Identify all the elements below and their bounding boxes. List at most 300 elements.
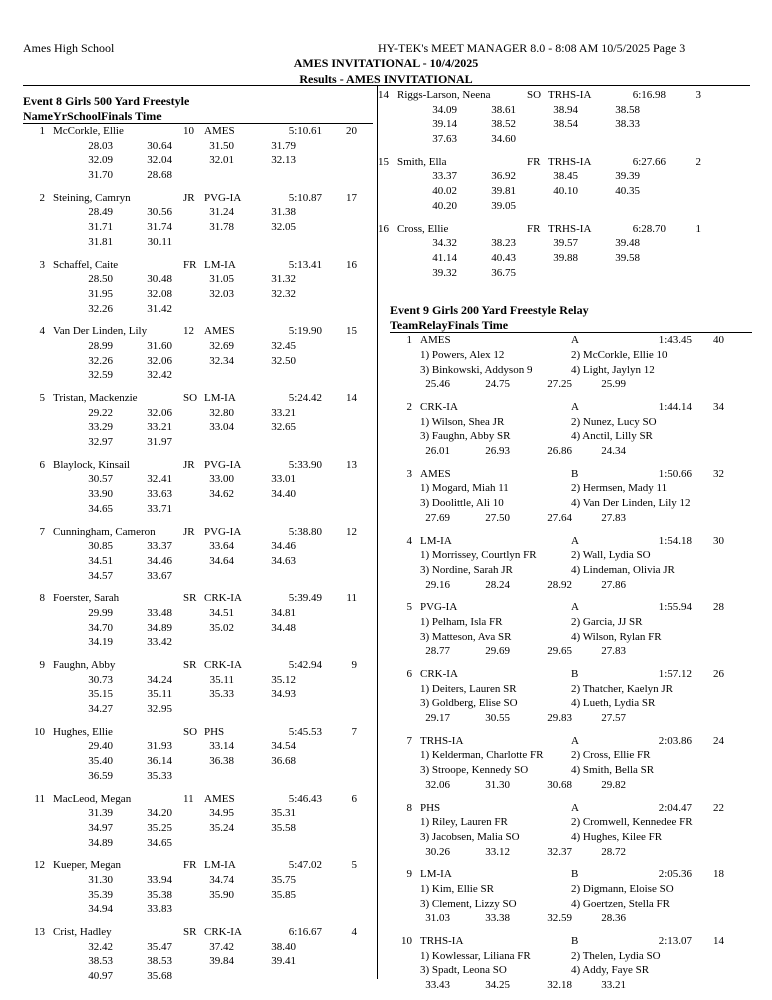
points: 1 xyxy=(695,222,701,235)
relay-swimmer: 1) Mogard, Miah 11 xyxy=(420,482,509,495)
school-name: Ames High School xyxy=(23,41,115,55)
relay-swimmer: 2) Digmann, Eloise SO xyxy=(571,882,674,895)
result-row xyxy=(23,324,373,339)
swimmer-name: Smith, Ella xyxy=(397,155,447,168)
split-row xyxy=(23,806,373,821)
split-row xyxy=(390,266,752,281)
split-time: 33.01 xyxy=(271,473,296,486)
relay-letter: B xyxy=(571,668,579,680)
split-time: 24.34 xyxy=(601,445,626,458)
split-time: 27.83 xyxy=(601,511,626,524)
split-row xyxy=(23,940,373,955)
finals-time: 1:54.18 xyxy=(658,534,692,547)
place: 8 xyxy=(39,592,45,605)
swimmer-school: LM-IA xyxy=(204,392,236,404)
spacer xyxy=(390,392,752,400)
swimmer-year: FR xyxy=(183,859,197,872)
relay-split-row xyxy=(390,377,752,392)
swimmer-year: JR xyxy=(183,525,195,538)
finals-time: 5:42.94 xyxy=(288,659,322,671)
split-time: 35.39 xyxy=(88,888,113,901)
place: 1 xyxy=(406,334,412,347)
split-time: 34.64 xyxy=(209,554,234,567)
points: 17 xyxy=(346,191,357,204)
swimmer-school: PHS xyxy=(204,725,225,738)
split-time: 32.59 xyxy=(88,369,113,382)
spacer xyxy=(23,250,373,258)
split-time: 30.57 xyxy=(88,473,113,486)
split-row xyxy=(23,287,373,302)
split-time: 30.64 xyxy=(147,139,172,152)
split-time: 31.95 xyxy=(88,287,113,300)
relay-result-row xyxy=(390,400,752,415)
split-time: 35.31 xyxy=(271,807,296,820)
swimmer-year: FR xyxy=(527,222,541,235)
spacer xyxy=(390,659,752,667)
split-time: 34.60 xyxy=(491,133,516,146)
points: 14 xyxy=(713,935,724,947)
split-row xyxy=(23,902,373,917)
relay-swimmers-row xyxy=(390,496,752,511)
header-divider xyxy=(23,85,750,86)
relay-swimmers-row xyxy=(390,830,752,845)
header-finals-time: Finals Time xyxy=(447,318,509,333)
split-time: 32.06 xyxy=(147,406,172,419)
right-column xyxy=(378,88,752,993)
split-time: 36.14 xyxy=(147,755,172,768)
split-row xyxy=(23,702,373,717)
split-time: 31.42 xyxy=(147,302,172,315)
spacer xyxy=(23,850,373,858)
split-row xyxy=(23,673,373,688)
split-row xyxy=(23,873,373,888)
split-time: 33.00 xyxy=(209,473,234,486)
split-time: 38.40 xyxy=(271,940,296,953)
split-time: 33.90 xyxy=(88,488,113,501)
split-time: 33.63 xyxy=(147,488,172,501)
split-time: 38.23 xyxy=(491,237,516,250)
split-time: 25.99 xyxy=(601,378,626,391)
split-time: 30.48 xyxy=(147,273,172,286)
split-row xyxy=(23,302,373,317)
split-row xyxy=(23,969,373,984)
relay-swimmers-row xyxy=(390,348,752,363)
meet-title: AMES INVITATIONAL - 10/4/2025 xyxy=(293,56,479,70)
split-time: 36.68 xyxy=(271,755,296,768)
split-row xyxy=(23,435,373,450)
split-time: 28.92 xyxy=(547,578,572,591)
split-time: 33.14 xyxy=(209,740,234,753)
split-row xyxy=(23,754,373,769)
split-row xyxy=(390,169,752,184)
split-time: 36.59 xyxy=(88,769,113,782)
relay-swimmers-row xyxy=(390,815,752,830)
split-row xyxy=(23,836,373,851)
swimmer-year: SO xyxy=(527,89,542,101)
result-row xyxy=(23,658,373,673)
split-time: 34.63 xyxy=(271,554,296,567)
swimmer-school: PVG-IA xyxy=(204,458,242,471)
split-time: 32.50 xyxy=(271,354,296,367)
split-time: 34.93 xyxy=(271,688,296,701)
split-time: 38.94 xyxy=(553,103,578,116)
team-name: AMES xyxy=(420,334,451,347)
split-time: 35.47 xyxy=(147,940,172,953)
split-time: 34.51 xyxy=(209,606,234,619)
split-time: 33.42 xyxy=(147,636,172,649)
split-row xyxy=(390,132,752,147)
split-time: 31.50 xyxy=(209,139,234,152)
swimmer-school: AMES xyxy=(204,325,235,338)
split-time: 32.41 xyxy=(147,473,172,486)
split-row xyxy=(390,117,752,132)
split-row xyxy=(23,502,373,517)
place: 3 xyxy=(39,258,45,271)
split-row xyxy=(23,769,373,784)
result-row xyxy=(23,591,373,606)
relay-swimmer: 1) Wilson, Shea JR xyxy=(420,415,505,428)
split-time: 38.53 xyxy=(147,955,172,968)
points: 28 xyxy=(713,601,724,614)
relay-letter: B xyxy=(571,467,579,480)
split-time: 32.80 xyxy=(209,406,234,419)
relay-swimmer: 1) Morrissey, Courtlyn FR xyxy=(420,549,537,562)
split-time: 38.52 xyxy=(491,118,516,131)
swimmer-name: Steining, Camryn xyxy=(53,191,131,204)
split-time: 34.57 xyxy=(88,569,113,582)
split-time: 33.38 xyxy=(485,912,510,925)
split-time: 27.50 xyxy=(485,511,510,524)
spacer xyxy=(23,183,373,191)
relay-swimmer: 3) Jacobsen, Malia SO xyxy=(420,830,520,843)
points: 24 xyxy=(713,734,724,747)
split-time: 30.26 xyxy=(425,845,450,858)
finals-time: 6:16.98 xyxy=(632,89,666,101)
split-time: 32.06 xyxy=(147,354,172,367)
split-time: 37.42 xyxy=(209,940,234,953)
relay-swimmers-row xyxy=(390,882,752,897)
relay-swimmer: 2) Cromwell, Kennedee FR xyxy=(571,816,693,829)
relay-swimmer: 1) Kim, Ellie SR xyxy=(420,882,494,895)
split-time: 28.36 xyxy=(601,912,626,925)
finals-time: 1:50.66 xyxy=(658,467,692,480)
swimmer-year: FR xyxy=(527,155,541,168)
split-time: 24.75 xyxy=(485,378,510,391)
place: 8 xyxy=(406,801,412,814)
points: 5 xyxy=(351,859,357,872)
split-time: 29.16 xyxy=(425,578,450,591)
relay-swimmer: 3) Matteson, Ava SR xyxy=(420,630,512,643)
split-time: 28.68 xyxy=(147,169,172,182)
split-time: 40.10 xyxy=(553,185,578,198)
relay-swimmers-row xyxy=(390,949,752,964)
split-time: 31.71 xyxy=(88,221,113,234)
split-time: 33.04 xyxy=(209,421,234,434)
split-time: 35.11 xyxy=(147,688,172,701)
split-row xyxy=(23,354,373,369)
swimmer-name: MacLeod, Megan xyxy=(53,792,132,805)
spacer xyxy=(390,859,752,867)
swimmer-year: 12 xyxy=(183,325,194,338)
split-row xyxy=(23,821,373,836)
relay-swimmer: 4) Smith, Bella SR xyxy=(571,764,655,777)
relay-swimmers-row xyxy=(390,630,752,645)
swimmer-name: Cross, Ellie xyxy=(397,222,449,235)
finals-time: 5:13.41 xyxy=(288,258,322,271)
split-row xyxy=(23,235,373,250)
relay-result-row xyxy=(390,600,752,615)
split-time: 41.14 xyxy=(432,251,457,264)
place: 7 xyxy=(39,525,45,538)
split-time: 31.78 xyxy=(209,221,234,234)
finals-time: 5:46.43 xyxy=(288,792,322,805)
relay-split-row xyxy=(390,444,752,459)
split-time: 32.69 xyxy=(209,339,234,352)
split-time: 35.33 xyxy=(147,769,172,782)
spacer xyxy=(23,717,373,725)
relay-split-row xyxy=(390,644,752,659)
swimmer-year: SR xyxy=(183,592,197,605)
place: 5 xyxy=(39,392,45,404)
relay-swimmer: 3) Nordine, Sarah JR xyxy=(420,563,513,576)
split-time: 33.12 xyxy=(485,845,510,858)
split-time: 34.65 xyxy=(147,836,172,849)
split-time: 25.46 xyxy=(425,378,450,391)
swimmer-year: SO xyxy=(183,725,198,738)
points: 9 xyxy=(351,659,357,671)
split-time: 37.63 xyxy=(432,133,457,146)
header-finals-time: Finals Time xyxy=(101,109,162,123)
relay-split-row xyxy=(390,511,752,526)
relay-swimmers-row xyxy=(390,763,752,778)
split-time: 33.94 xyxy=(147,873,172,886)
relay-swimmers-row xyxy=(390,615,752,630)
split-time: 36.38 xyxy=(209,755,234,768)
swimmer-year: SO xyxy=(183,392,198,404)
split-time: 27.64 xyxy=(547,511,572,524)
split-time: 33.83 xyxy=(147,903,172,916)
split-time: 35.11 xyxy=(209,673,234,686)
finals-time: 6:27.66 xyxy=(632,155,666,168)
split-time: 38.45 xyxy=(553,170,578,183)
relay-letter: B xyxy=(571,935,579,947)
split-time: 34.32 xyxy=(432,237,457,250)
place: 6 xyxy=(39,458,45,471)
swimmer-school: TRHS-IA xyxy=(548,89,592,101)
relay-swimmer: 2) Thelen, Lydia SO xyxy=(571,949,661,962)
split-time: 32.26 xyxy=(88,302,113,315)
team-name: LM-IA xyxy=(420,534,452,547)
relay-swimmer: 3) Stroope, Kennedy SO xyxy=(420,764,529,777)
event9-header-row xyxy=(390,318,752,333)
place: 3 xyxy=(406,467,412,480)
split-time: 31.93 xyxy=(147,740,172,753)
team-name: PVG-IA xyxy=(420,601,458,614)
result-row xyxy=(23,792,373,807)
finals-time: 5:19.90 xyxy=(288,325,322,338)
swimmer-year: JR xyxy=(183,191,195,204)
relay-split-row xyxy=(390,578,752,593)
spacer xyxy=(23,450,373,458)
split-time: 34.19 xyxy=(88,636,113,649)
relay-swimmer: 4) Wilson, Rylan FR xyxy=(571,630,662,643)
split-time: 39.14 xyxy=(432,118,457,131)
spacer xyxy=(23,316,373,324)
split-time: 38.33 xyxy=(615,118,640,131)
split-time: 34.95 xyxy=(209,807,234,820)
spacer xyxy=(390,726,752,734)
points: 7 xyxy=(351,725,357,738)
split-time: 34.89 xyxy=(88,836,113,849)
points: 15 xyxy=(346,325,357,338)
split-time: 31.39 xyxy=(88,807,113,820)
relay-split-row xyxy=(390,778,752,793)
split-time: 34.62 xyxy=(209,488,234,501)
split-row xyxy=(390,251,752,266)
team-name: CRK-IA xyxy=(420,401,458,413)
relay-swimmers-row xyxy=(390,548,752,563)
split-time: 35.25 xyxy=(147,821,172,834)
points: 13 xyxy=(346,458,357,471)
split-time: 31.32 xyxy=(271,273,296,286)
swimmer-school: TRHS-IA xyxy=(548,222,592,235)
split-time: 30.73 xyxy=(88,673,113,686)
swimmer-year: 10 xyxy=(183,125,194,137)
relay-swimmer: 3) Spadt, Leona SO xyxy=(420,964,507,977)
split-time: 32.59 xyxy=(547,912,572,925)
split-time: 31.05 xyxy=(209,273,234,286)
header-team: Team xyxy=(390,318,419,333)
swimmer-school: LM-IA xyxy=(204,258,236,271)
split-time: 34.48 xyxy=(271,621,296,634)
split-time: 30.68 xyxy=(547,778,572,791)
relay-swimmers-row xyxy=(390,748,752,763)
relay-result-row xyxy=(390,801,752,816)
split-time: 31.79 xyxy=(271,139,296,152)
relay-swimmer: 4) Hughes, Kilee FR xyxy=(571,830,663,843)
relay-swimmer: 4) Addy, Faye SR xyxy=(571,964,650,977)
split-time: 29.22 xyxy=(88,406,113,419)
points: 12 xyxy=(346,525,357,538)
split-time: 35.40 xyxy=(88,755,113,768)
split-time: 39.57 xyxy=(553,237,578,250)
swimmer-name: Schaffel, Caite xyxy=(53,258,119,271)
split-time: 26.86 xyxy=(547,445,572,458)
spacer xyxy=(23,650,373,658)
split-time: 27.83 xyxy=(601,645,626,658)
split-row xyxy=(23,153,373,168)
split-time: 32.03 xyxy=(209,287,234,300)
split-time: 30.11 xyxy=(147,235,172,248)
spacer xyxy=(390,280,752,303)
swimmer-school: CRK-IA xyxy=(204,926,242,938)
team-name: CRK-IA xyxy=(420,668,458,680)
split-time: 28.49 xyxy=(88,206,113,219)
split-row xyxy=(23,420,373,435)
swimmer-year: FR xyxy=(183,258,197,271)
split-time: 35.68 xyxy=(147,970,172,983)
split-row xyxy=(23,739,373,754)
split-time: 36.75 xyxy=(491,266,516,279)
split-time: 39.88 xyxy=(553,251,578,264)
place: 16 xyxy=(378,222,389,235)
split-time: 29.40 xyxy=(88,740,113,753)
relay-swimmer: 3) Faughn, Abby SR xyxy=(420,430,511,443)
relay-swimmer: 1) Pelham, Isla FR xyxy=(420,615,503,628)
split-row xyxy=(23,606,373,621)
finals-time: 5:10.87 xyxy=(288,191,322,204)
relay-swimmer: 1) Kowlessar, Liliana FR xyxy=(420,949,531,962)
spacer xyxy=(390,592,752,600)
split-row xyxy=(390,199,752,214)
relay-swimmer: 4) Lueth, Lydia SR xyxy=(571,697,656,710)
split-time: 31.97 xyxy=(147,436,172,449)
points: 18 xyxy=(713,868,724,881)
split-time: 31.30 xyxy=(88,873,113,886)
result-row xyxy=(23,258,373,273)
relay-swimmer: 4) Van Der Linden, Lily 12 xyxy=(571,497,691,510)
split-time: 34.20 xyxy=(147,807,172,820)
split-time: 34.65 xyxy=(88,502,113,515)
split-row xyxy=(23,539,373,554)
split-time: 36.92 xyxy=(491,170,516,183)
place: 1 xyxy=(39,125,45,137)
relay-swimmers-row xyxy=(390,897,752,912)
header-yrschool: YrSchool xyxy=(53,109,101,123)
relay-letter: B xyxy=(571,868,579,881)
split-time: 32.95 xyxy=(147,703,172,716)
split-time: 33.37 xyxy=(432,170,457,183)
split-time: 28.24 xyxy=(485,578,510,591)
split-time: 34.46 xyxy=(271,540,296,553)
split-time: 33.21 xyxy=(271,406,296,419)
split-time: 32.37 xyxy=(547,845,572,858)
split-time: 38.53 xyxy=(88,955,113,968)
finals-time: 1:43.45 xyxy=(658,334,692,347)
split-time: 35.24 xyxy=(209,821,234,834)
place: 6 xyxy=(406,668,412,680)
place: 15 xyxy=(378,155,389,168)
split-time: 30.55 xyxy=(485,712,510,725)
split-time: 38.54 xyxy=(553,118,578,131)
split-time: 40.97 xyxy=(88,970,113,983)
relay-swimmers-row xyxy=(390,363,752,378)
swimmer-name: Cunningham, Cameron xyxy=(53,525,156,538)
split-time: 34.40 xyxy=(271,488,296,501)
relay-result-row xyxy=(390,534,752,549)
result-row xyxy=(23,391,373,406)
relay-swimmer: 4) Anctil, Lilly SR xyxy=(571,430,653,443)
split-time: 35.15 xyxy=(88,688,113,701)
split-row xyxy=(23,339,373,354)
relay-swimmers-row xyxy=(390,481,752,496)
result-row xyxy=(23,925,373,940)
points: 40 xyxy=(713,334,724,347)
relay-swimmers-row xyxy=(390,682,752,697)
split-time: 35.38 xyxy=(147,888,172,901)
place: 11 xyxy=(34,792,45,805)
spacer xyxy=(23,784,373,792)
split-time: 33.29 xyxy=(88,421,113,434)
split-time: 27.86 xyxy=(601,578,626,591)
swimmer-school: TRHS-IA xyxy=(548,155,592,168)
result-row xyxy=(378,88,752,103)
swimmer-name: Crist, Hadley xyxy=(53,926,112,938)
split-time: 29.82 xyxy=(601,778,626,791)
points: 32 xyxy=(713,467,724,480)
spacer xyxy=(23,917,373,925)
relay-swimmer: 4) Lindeman, Olivia JR xyxy=(571,563,675,576)
